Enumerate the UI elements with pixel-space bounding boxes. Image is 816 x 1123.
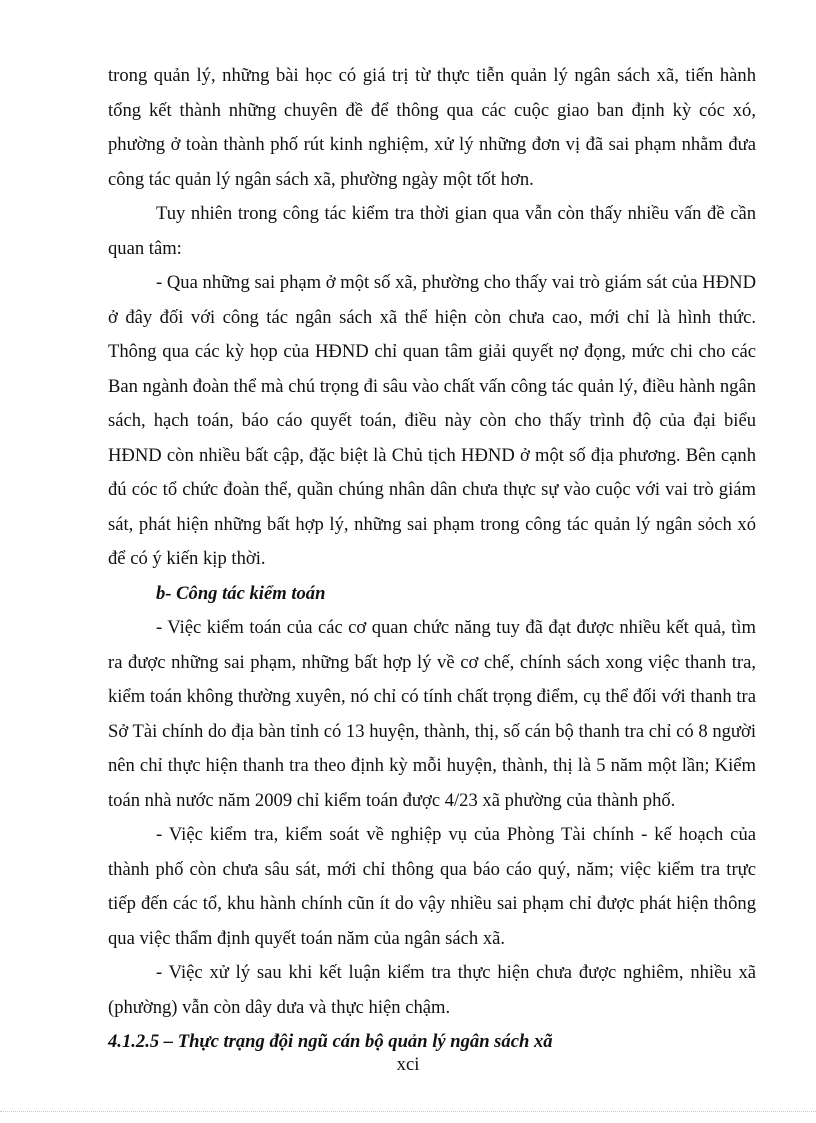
body-text (108, 59, 756, 1060)
paragraph-post-inspection-handling: - Việc xử lý sau khi kết luận kiểm tra thực hiện chưa được nghiêm, nhiều xã (phường) vẫn còn dây dưa và thực hiện chậm. (108, 962, 756, 1018)
subheading-audit: b- Công tác kiểm toán (156, 582, 326, 604)
paragraph-continuation: trong quản lý, những bài học có giá trị từ thực tiễn quản lý ngân sách xã, tiến hành tổng kết thành những chuyên đề để thông qua các cuộc giao ban định kỳ cóc xó, phường ở toàn thành phố rút kinh nghiệm, xử lý những đơn vị đã sai phạm nhằm đưa công tác quản lý ngân sách xã, phường ngày một tốt hơn. (108, 65, 756, 190)
paragraph-hdnd-supervision: - Qua những sai phạm ở một số xã, phường cho thấy vai trò giám sát của HĐND ở đây đối với công tác ngân sách xã thể hiện còn chưa cao, mới chỉ là hình thức. Thông qua các kỳ họp của HĐND chỉ quan tâm giải quyết nợ đọng, mức chi cho các Ban ngành đoàn thể mà chú trọng đi sâu vào chất vấn công tác quản lý, điều hành ngân sách, hạch toán, báo cáo quyết toán, điều này còn cho thấy trình độ của đại biểu HĐND còn nhiều bất cập, đặc biệt là Chủ tịch HĐND ở một số địa phương. Bên cạnh đú cóc tổ chức đoàn thể, quần chúng nhân dân chưa thực sự vào cuộc với vai trò giám sát, phát hiện những bất hợp lý, những sai phạm trong công tác quản lý ngân sỏch xó để có ý kiến kịp thời. (108, 272, 757, 569)
paragraph-audit-findings: - Việc kiểm toán của các cơ quan chức năng tuy đã đạt được nhiều kết quả, tìm ra được những sai phạm, những bất hợp lý về cơ chế, chính sách xong việc thanh tra, kiểm toán không thường xuyên, nó chỉ có tính chất trọng điểm, cụ thể đối với thanh tra Sở Tài chính do địa bàn tỉnh có 13 huyện, thành, thị, số cán bộ thanh tra chỉ có 8 người nên chỉ thực hiện thanh tra theo định kỳ mỗi huyện, thành, thị là 5 năm một lần; Kiểm toán nhà nước năm 2009 chỉ kiểm toán được 4/23 xã phường của thành phố. (108, 617, 756, 811)
paragraph-finance-office-checks: - Việc kiểm tra, kiểm soát về nghiệp vụ của Phòng Tài chính - kế hoạch của thành phố còn chưa sâu sát, mới chỉ thông qua báo cáo quý, năm; việc kiểm tra trực tiếp đến các tổ, khu hành chính cũn ít do vậy nhiều sai phạm chỉ được phát hiện thông qua việc thẩm định quyết toán năm của ngân sách xã. (108, 824, 756, 949)
page-number: xci (396, 1054, 420, 1075)
paragraph-inspection-concerns: Tuy nhiên trong công tác kiểm tra thời gian qua vẫn còn thấy nhiều vấn đề cần quan tâm: (108, 203, 756, 259)
page-bottom-divider (0, 1111, 816, 1112)
section-heading-staff: 4.1.2.5 – Thực trạng đội ngũ cán bộ quản lý ngân sách xã (108, 1031, 553, 1052)
